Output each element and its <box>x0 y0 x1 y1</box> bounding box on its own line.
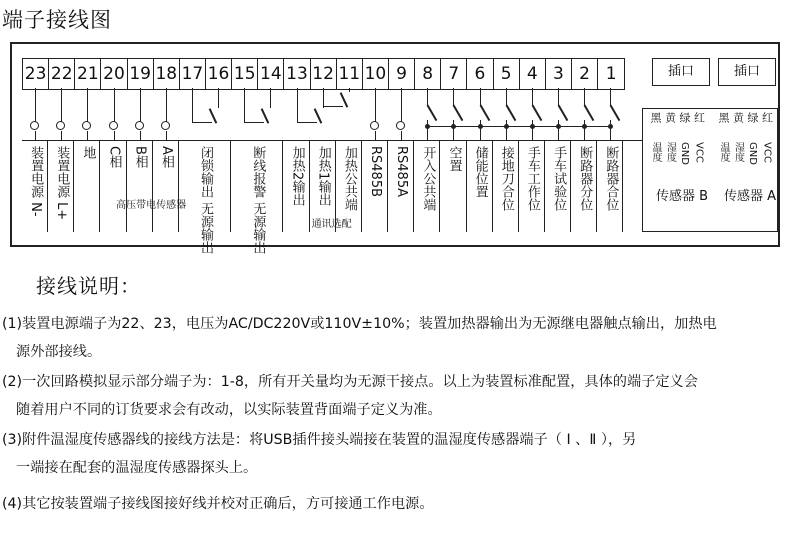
sensor_B-color-2: 绿 <box>678 112 691 123</box>
terminal-1: 1 <box>605 64 617 84</box>
terminal-15: 15 <box>232 59 258 89</box>
terminal-10: 10 <box>363 59 389 89</box>
sensor_B-signal-1: 湿度 <box>664 142 676 162</box>
terminal-19: 19 <box>128 59 154 89</box>
terminal-row <box>22 58 625 90</box>
note-2 <box>2 368 787 424</box>
label-text-14: 空置 <box>446 146 462 172</box>
relay-wire-a-8 <box>244 88 245 122</box>
notes-title: 接线说明： <box>36 274 141 298</box>
sensor_B-signal-0: 温度 <box>650 142 661 162</box>
sw-dot-18 <box>504 124 509 129</box>
sensor_A-signal-2: GND <box>747 142 758 165</box>
terminal-2: 2 <box>572 59 598 89</box>
note-1-line-1: (1)装置电源端子为22、23，电压为AC/DC220V或110V±10%；装置加热器输出为无源继电器触点输出，加热电 <box>2 316 717 332</box>
relay-bar-8 <box>244 122 264 123</box>
label-text-6: 闭锁输出 无源输出 <box>198 146 214 255</box>
terminal-14: 14 <box>258 59 284 89</box>
terminal-4: 4 <box>520 59 546 89</box>
sw-bot-21 <box>584 120 585 140</box>
sensor_A-color-2: 绿 <box>746 112 759 123</box>
relay-wire-a-6 <box>192 88 193 122</box>
note-3-line-1: (3)附件温湿度传感器线的接线方法是：将USB插件接头端接在装置的温湿度传感器端子（ Ⅰ 、Ⅱ ），另 <box>2 432 637 448</box>
terminal-8: 8 <box>415 59 441 89</box>
relay-wire-b-12 <box>349 88 350 92</box>
terminal-circle-13 <box>370 121 379 130</box>
terminal-circle-3 <box>109 121 118 130</box>
sensor_A-label: 传感器 A <box>724 189 777 204</box>
sw-top-15 <box>427 88 428 106</box>
wire-low-14 <box>401 131 402 140</box>
terminal-13: 13 <box>284 59 310 89</box>
sensor-table-border <box>642 108 778 232</box>
relay-bar-11 <box>323 106 343 107</box>
sensor_B-color-1: 黄 <box>663 112 677 123</box>
sensor_A-signal-1: 湿度 <box>732 142 744 162</box>
sw-top-17 <box>480 88 481 106</box>
terminal-5: 5 <box>494 59 520 89</box>
label-text-5: A相 <box>158 146 174 168</box>
sw-top-21 <box>584 88 585 106</box>
label-text-9: 加热1输出 <box>315 146 331 207</box>
relay-wire-b-7 <box>218 88 219 108</box>
terminal-circle-0 <box>30 121 39 130</box>
sw-top-22 <box>610 88 611 106</box>
label-text-13: 开入公共端 <box>420 146 436 211</box>
wire-low-2 <box>87 131 88 140</box>
sw-top-20 <box>558 88 559 106</box>
label-text-3: C相 <box>106 146 122 169</box>
socket-2: 插口 <box>718 58 776 86</box>
relay-wire-a-10 <box>297 88 298 122</box>
label-text-8: 加热2输出 <box>289 146 305 207</box>
label-text-18: 手车试验位 <box>551 146 567 211</box>
socket-1: 插口 <box>652 58 710 86</box>
label-text-1: 装置电源 L+ <box>54 146 70 221</box>
label-text-20: 断路器合位 <box>603 146 619 211</box>
note-3-line-2: 一端接在配套的温湿度传感器探头上。 <box>16 460 258 476</box>
note-3 <box>2 426 787 482</box>
relay-wire-a-11 <box>323 88 324 106</box>
label-text-2: 地 <box>80 146 96 159</box>
sw-bot-20 <box>558 120 559 140</box>
sw-bot-16 <box>453 120 454 140</box>
relay-bar-10 <box>297 122 317 123</box>
wire-low-5 <box>166 131 167 140</box>
sw-dot-19 <box>530 124 535 129</box>
note-2-line-1: (2)一次回路模拟显示部分端子为：1-8，所有开关量均为无源干接点。以上为装置标准配置，具体的端子定义会 <box>2 374 698 390</box>
label-text-15: 储能位置 <box>472 146 488 198</box>
note-2-line-2: 随着用户不同的订货要求会有改动，以实际装置背面端子定义为准。 <box>16 402 442 418</box>
terminal-23: 23 <box>23 59 49 89</box>
sensor_B-signal-2: GND <box>679 142 690 165</box>
terminal-6: 6 <box>467 59 493 89</box>
note-1-line-2: 源外部接线。 <box>16 344 102 360</box>
note-4 <box>2 490 787 518</box>
wire-low-4 <box>140 131 141 140</box>
terminal-16: 16 <box>206 59 232 89</box>
diagram-title: 端子接线图 <box>2 8 112 32</box>
sw-dot-17 <box>478 124 483 129</box>
label-text-19: 断路器分位 <box>577 146 593 211</box>
sensor_A-signal-0: 温度 <box>718 142 729 162</box>
relay-bar-6 <box>192 122 212 123</box>
sw-bot-17 <box>480 120 481 140</box>
sw-bot-15 <box>427 120 428 140</box>
sensor_B-color-3: 红 <box>692 112 706 123</box>
sensor_B-color-0: 黑 <box>649 112 662 123</box>
sw-top-19 <box>532 88 533 106</box>
sw-bot-19 <box>532 120 533 140</box>
voltage-sensor-note: 高压带电传感器 <box>116 200 187 211</box>
label-text-16: 接地刀合位 <box>498 146 514 211</box>
label-text-17: 手车工作位 <box>524 146 540 211</box>
relay-wire-b-9 <box>270 88 271 108</box>
terminal-3: 3 <box>546 59 572 89</box>
wire-low-0 <box>35 131 36 140</box>
terminal-11: 11 <box>337 59 363 89</box>
terminal-22: 22 <box>49 59 75 89</box>
sensor_A-color-0: 黑 <box>717 112 730 123</box>
sensor_B-signal-3: VCC <box>693 142 705 163</box>
terminal-18: 18 <box>154 59 180 89</box>
wire-low-13 <box>375 131 376 140</box>
sensor_A-signal-3: VCC <box>761 142 773 163</box>
label-text-0: 装置电源 N- <box>28 146 44 217</box>
terminal-7: 7 <box>441 59 467 89</box>
sw-top-18 <box>506 88 507 106</box>
sensor_B-label: 传感器 B <box>656 189 709 204</box>
label-text-7: 断线报警 无源输出 <box>250 146 266 255</box>
label-text-11: RS485B <box>368 146 384 198</box>
comm-note: 通讯选配 <box>311 219 352 230</box>
sw-top-16 <box>453 88 454 106</box>
terminal-12: 12 <box>311 59 337 89</box>
wire-low-1 <box>61 131 62 140</box>
terminal-17: 17 <box>180 59 206 89</box>
wire-low-3 <box>114 131 115 140</box>
terminal-9: 9 <box>389 59 415 89</box>
note-1 <box>2 310 787 366</box>
sw-bot-18 <box>506 120 507 140</box>
label-text-4: B相 <box>132 146 148 168</box>
terminal-circle-4 <box>135 121 144 130</box>
note-4-line-1: (4)其它按装置端子接线图接好线并校对正确后，方可接通工作电源。 <box>2 496 434 512</box>
sensor_A-color-3: 红 <box>760 112 774 123</box>
terminal-circle-5 <box>161 121 170 130</box>
sensor_A-color-1: 黄 <box>731 112 745 123</box>
label-text-12: RS485A <box>394 146 410 197</box>
label-text-10: 加热公共端 <box>341 146 357 211</box>
terminal-20: 20 <box>101 59 127 89</box>
terminal-21: 21 <box>75 59 101 89</box>
sw-bot-22 <box>610 120 611 140</box>
